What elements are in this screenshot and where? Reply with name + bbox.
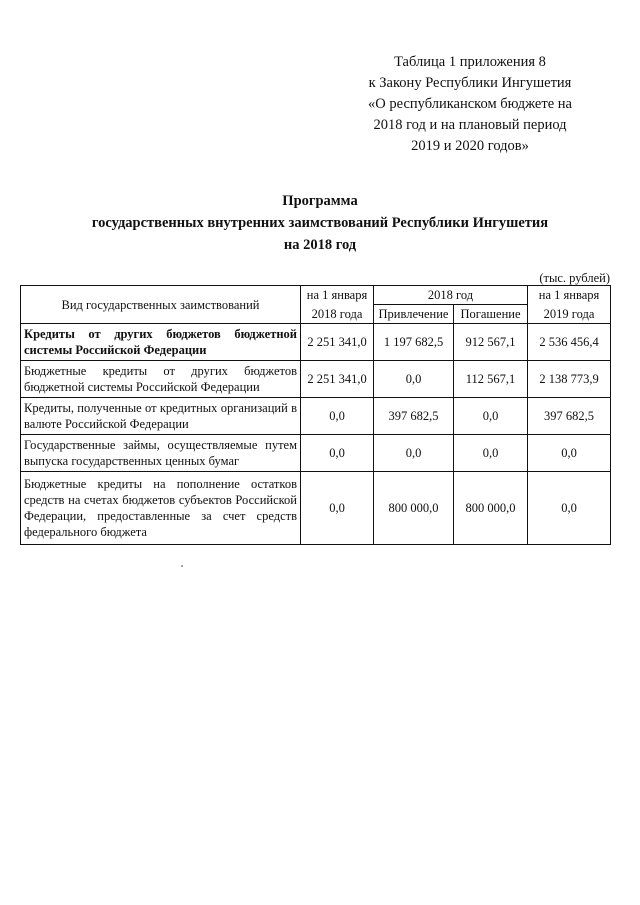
- cell-borrowing: 0,0: [374, 435, 454, 472]
- header-jan-2018-line2: 2018 года: [311, 307, 363, 321]
- header-jan-2019-line2: 2019 года: [543, 307, 595, 321]
- cell-jan-2019: 397 682,5: [528, 398, 611, 435]
- header-repayment: Погашение: [454, 305, 528, 324]
- cell-jan-2018: 0,0: [301, 472, 374, 545]
- table-row: [21, 435, 611, 472]
- cell-jan-2019: 2 536 456,4: [528, 324, 611, 361]
- cell-jan-2018: 2 251 341,0: [301, 324, 374, 361]
- appendix-line: к Закону Республики Ингушетия: [368, 75, 572, 91]
- title-line: государственных внутренних заимствований Республики Ингушетия: [91, 215, 549, 231]
- table-row: [21, 361, 611, 398]
- table-row: [21, 472, 611, 545]
- header-year-2018: 2018 год: [374, 286, 528, 305]
- cell-jan-2019: 0,0: [528, 435, 611, 472]
- cell-jan-2018: 0,0: [301, 398, 374, 435]
- row-name: Бюджетные кредиты на пополнение остатков средств на счетах бюджетов субъектов Российской Федерации, предоставленные за счет средств федерального бюджета: [21, 472, 301, 545]
- cell-jan-2019: 2 138 773,9: [528, 361, 611, 398]
- cell-repayment: 0,0: [454, 435, 528, 472]
- table-row: [21, 398, 611, 435]
- appendix-line: Таблица 1 приложения 8: [394, 54, 546, 70]
- appendix-line: «О республиканском бюджете на: [368, 96, 572, 112]
- cell-repayment: 0,0: [454, 398, 528, 435]
- cell-jan-2019: 0,0: [528, 472, 611, 545]
- cell-repayment: 800 000,0: [454, 472, 528, 545]
- cell-repayment: 112 567,1: [454, 361, 528, 398]
- header-borrowing: Привлечение: [374, 305, 454, 324]
- cell-borrowing: 0,0: [374, 361, 454, 398]
- table-row: [21, 324, 611, 361]
- cell-borrowing: 1 197 682,5: [374, 324, 454, 361]
- appendix-line: 2019 и 2020 годов»: [411, 138, 529, 154]
- header-jan-2018: [301, 286, 374, 324]
- cell-jan-2018: 2 251 341,0: [301, 361, 374, 398]
- appendix-reference: [345, 52, 595, 157]
- row-name: Кредиты, полученные от кредитных организаций в валюте Российской Федерации: [21, 398, 301, 435]
- header-jan-2019-line1: на 1 января: [538, 288, 600, 302]
- cell-repayment: 912 567,1: [454, 324, 528, 361]
- header-jan-2018-line1: на 1 января: [306, 288, 368, 302]
- cell-borrowing: 397 682,5: [374, 398, 454, 435]
- appendix-line: 2018 год и на плановый период: [373, 117, 567, 133]
- cell-borrowing: 800 000,0: [374, 472, 454, 545]
- row-name: Кредиты от других бюджетов бюджетной системы Российской Федерации: [21, 324, 301, 361]
- row-name: Государственные займы, осуществляемые путем выпуска государственных ценных бумаг: [21, 435, 301, 472]
- scan-speck: [181, 565, 183, 567]
- document-title: [20, 190, 620, 256]
- cell-jan-2018: 0,0: [301, 435, 374, 472]
- header-kind: Вид государственных заимствований: [21, 286, 301, 324]
- header-jan-2019: [528, 286, 611, 324]
- units-label: (тыс. рублей): [539, 271, 610, 285]
- title-line: на 2018 год: [283, 237, 357, 253]
- borrowing-program-table: [20, 285, 611, 545]
- title-line: Программа: [282, 193, 358, 209]
- row-name: Бюджетные кредиты от других бюджетов бюджетной системы Российской Федерации: [21, 361, 301, 398]
